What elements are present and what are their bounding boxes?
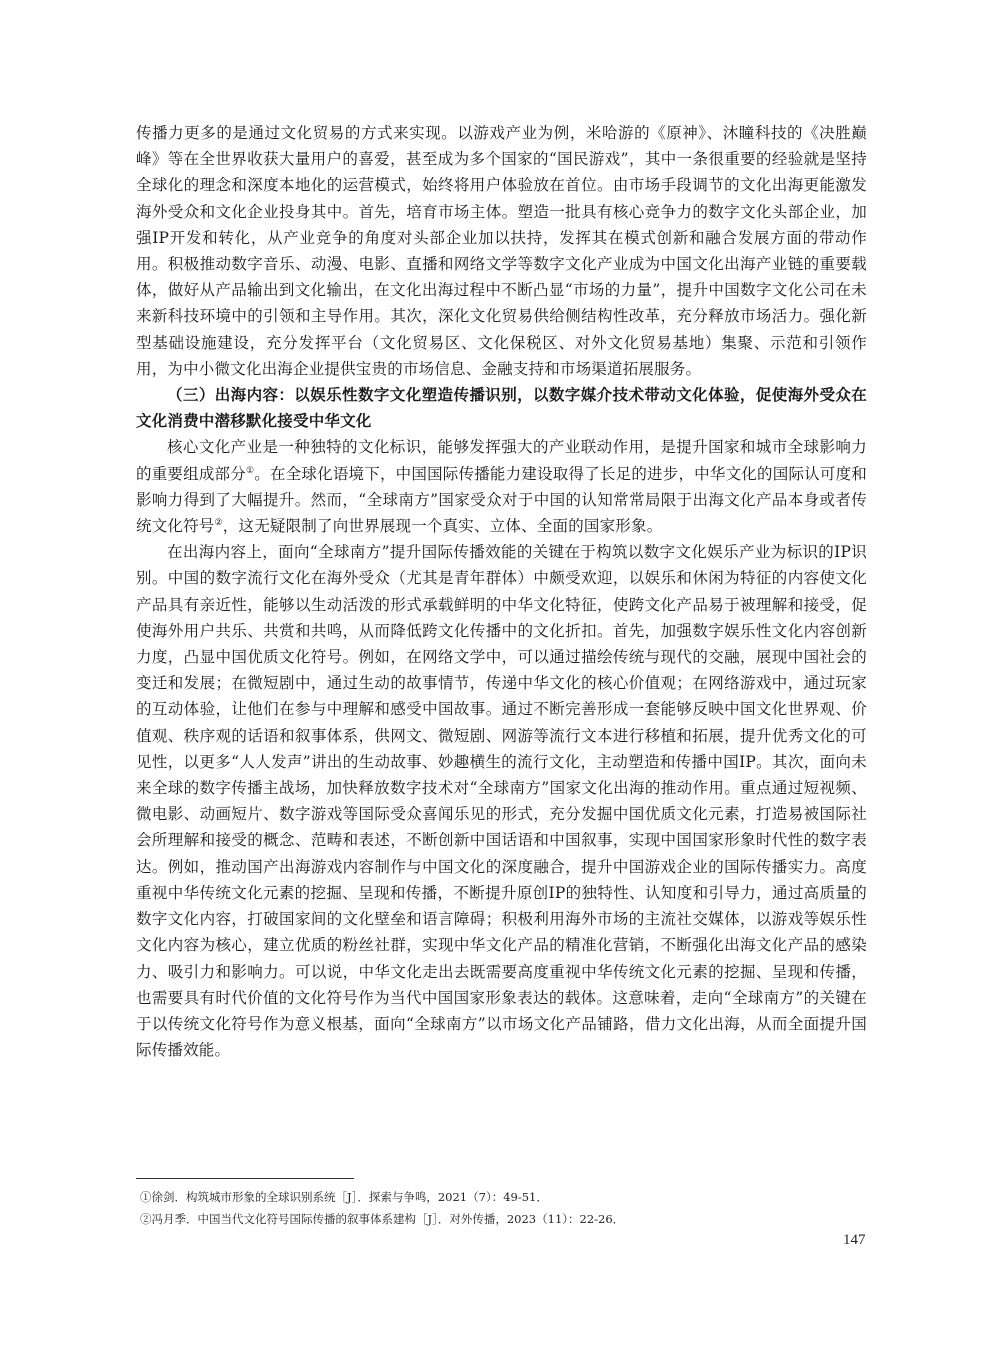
paragraph-text: 。在全球化语境下，中国国际传播能力建设取得了长足的进步，中华文化的国际认可度和影响力得到了大幅提升。然而，“全球南方”国家受众对于中国的认知常常局限于出海文化产品本身或者传统文化符号 [136, 464, 867, 536]
section-heading: （三）出海内容：以娱乐性数字文化塑造传播识别，以数字媒介技术带动文化体验，促使海外受众在文化消费中潜移默化接受中华文化 [136, 386, 867, 431]
footnote-divider [136, 1178, 354, 1179]
footnote-2: ②冯月季．中国当代文化符号国际传播的叙事体系建构［J］．对外传播，2023（11）：22-26． [140, 1212, 625, 1226]
footnote-ref-2[interactable]: ② [214, 517, 223, 528]
paragraph-text: ，这无疑限制了向世界展现一个真实、立体、全面的国家形象。 [222, 517, 663, 536]
paragraph-content-strategy: 在出海内容上，面向“全球南方”提升国际传播效能的关键在于构筑以数字文化娱乐产业为标识的IP识别。中国的数字流行文化在海外受众（尤其是青年群体）中颇受欢迎，以娱乐和休闲为特征的内容使文化产品具有亲近性，能够以生动活泼的形式承载鲜明的中华文化特征，使跨文化产品易于被理解和接受，促使海外用户共乐、共赏和共鸣，从而降低跨文化传播中的文化折扣。首先，加强数字娱乐性文化内容创新力度，凸显中国优质文化符号。例如，在网络文学中，可以通过描绘传统与现代的交融，展现中国社会的变迁和发展；在微短剧中，通过生动的故事情节，传递中华文化的核心价值观；在网络游戏中，通过玩家的互动体验，让他们在参与中理解和感受中国故事。通过不断完善形成一套能够反映中国文化世界观、价值观、秩序观的话语和叙事体系，供网文、微短剧、网游等流行文本进行移植和拓展，提升优秀文化的可见性，以更多“人人发声”讲出的生动故事、妙趣横生的流行文化，主动塑造和传播中国IP。其次，面向未来全球的数字传播主战场，加快释放数字技术对“全球南方”国家文化出海的推动作用。重点通过短视频、微电影、动画短片、数字游戏等国际受众喜闻乐见的形式，充分发掘中国优质文化元素，打造易被国际社会所理解和接受的概念、范畴和表述，不断创新中国话语和中国叙事，实现中国国家形象时代性的数字表达。例如，推动国产出海游戏内容制作与中国文化的深度融合，提升中国游戏企业的国际传播实力。高度重视中华传统文化元素的挖掘、呈现和传播，不断提升原创IP的独特性、认知度和引导力，通过高质量的数字文化内容，打破国家间的文化壁垒和语言障碍；积极利用海外市场的主流社交媒体，以游戏等娱乐性文化内容为核心，建立优质的粉丝社群，实现中华文化产品的精准化营销，不断强化出海文化产品的感染力、吸引力和影响力。可以说，中华文化走出去既需要高度重视中华传统文化元素的挖掘、呈现和传播，也需要具有时代价值的文化符号作为当代中国国家形象表达的载体。这意味着，走向“全球南方”的关键在于以传统文化符号作为意义根基，面向“全球南方”以市场文化产品铺路，借力文化出海，从而全面提升国际传播效能。 [136, 543, 867, 1060]
footnotes [140, 1186, 860, 1230]
paragraph-text: 核心文化产业是一种独特的文化标识，能够发挥强大的产业联动作用，是提升国家和城市全球影响力的重要组成部分 [136, 438, 867, 483]
paragraph-core-culture [136, 434, 867, 539]
paragraph-continued: 传播力更多的是通过文化贸易的方式来实现。以游戏产业为例，米哈游的《原神》、沐瞳科技的《决胜巅峰》等在全世界收获大量用户的喜爱，甚至成为多个国家的“国民游戏”，其中一条很重要的经验就是坚持全球化的理念和深度本地化的运营模式，始终将用户体验放在首位。由市场手段调节的文化出海更能激发海外受众和文化企业投身其中。首先，培育市场主体。塑造一批具有核心竞争力的数字文化头部企业，加强IP开发和转化，从产业竞争的角度对头部企业加以扶持，发挥其在模式创新和融合发展方面的带动作用。积极推动数字音乐、动漫、电影、直播和网络文学等数字文化产业成为中国文化出海产业链的重要载体，做好从产品输出到文化输出，在文化出海过程中不断凸显“市场的力量”，提升中国数字文化公司在未来新科技环境中的引领和主导作用。其次，深化文化贸易供给侧结构性改革，充分释放市场活力。强化新型基础设施建设，充分发挥平台（文化贸易区、文化保税区、对外文化贸易基地）集聚、示范和引领作用，为中小微文化出海企业提供宝贵的市场信息、金融支持和市场渠道拓展服务。 [136, 124, 867, 378]
footnote-1: ①徐剑．构筑城市形象的全球识别系统［J］．探索与争鸣，2021（7）：49-51． [140, 1190, 548, 1204]
article-body [136, 120, 867, 1063]
page-number: 147 [843, 1232, 866, 1248]
footnote-ref-1[interactable]: ① [245, 465, 255, 476]
